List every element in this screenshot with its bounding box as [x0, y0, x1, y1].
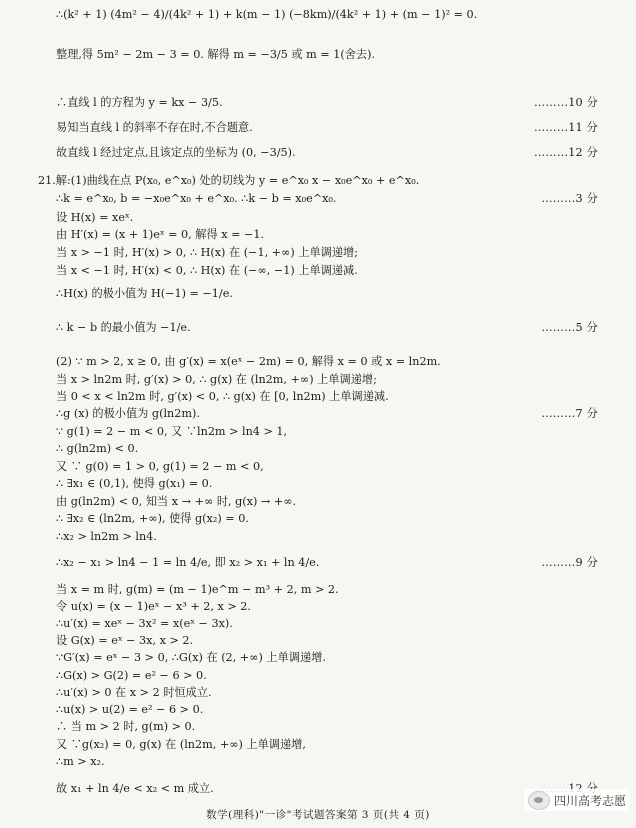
score-mark: ………3 分: [541, 192, 598, 205]
line-text: ∴ g(ln2m) < 0.: [56, 442, 139, 455]
line-text: 故直线 l 经过定点,且该定点的坐标为 (0, −3/5).: [56, 146, 296, 159]
line-text: 易知当直线 l 的斜率不存在时,不合题意.: [56, 121, 253, 134]
line-text: 由 g(ln2m) < 0, 知当 x → +∞ 时, g(x) → +∞.: [56, 495, 297, 508]
line-text: ∴x₂ − x₁ > ln4 − 1 = ln 4/e, 即 x₂ > x₁ + ln 4/e.: [56, 556, 320, 569]
line-text: ∴g (x) 的极小值为 g(ln2m).: [56, 407, 200, 420]
line-text: ∴G(x) > G(2) = e² − 6 > 0.: [56, 669, 207, 682]
line-text: 设 H(x) = xeˣ.: [56, 211, 134, 224]
score-mark: ………12 分: [534, 146, 598, 159]
page-footer: 数学(理科)"一诊"考试题答案第 3 页(共 4 页): [206, 809, 430, 821]
line-text: 又 ∵g(x₂) = 0, g(x) 在 (ln2m, +∞) 上单调递增,: [56, 738, 306, 751]
line-text: ∴H(x) 的极小值为 H(−1) = −1/e.: [56, 287, 233, 300]
line-text: ∴m > x₂.: [56, 755, 105, 768]
line-text: 令 u(x) = (x − 1)eˣ − x³ + 2, x > 2.: [56, 600, 251, 613]
line-text: 当 x > ln2m 时, g′(x) > 0, ∴ g(x) 在 (ln2m, +∞) 上单调递增;: [56, 373, 377, 386]
line-text: (2) ∵ m > 2, x ≥ 0, 由 g′(x) = x(eˣ − 2m) = 0, 解得 x = 0 或 x = ln2m.: [56, 355, 441, 368]
line-text: 21.解:(1)曲线在点 P(x₀, e^x₀) 处的切线为 y = e^x₀ x − x₀e^x₀ + e^x₀.: [38, 174, 420, 187]
line-text: ∴u(x) > u(2) = e² − 6 > 0.: [56, 703, 204, 716]
score-mark: ………10 分: [534, 96, 598, 109]
score-mark: ………9 分: [541, 556, 598, 569]
watermark: [524, 789, 630, 811]
wechat-icon: [528, 791, 550, 810]
line-text: 当 x > −1 时, H′(x) > 0, ∴ H(x) 在 (−1, +∞) 上单调递增;: [56, 246, 358, 259]
score-mark: ………5 分: [541, 321, 598, 334]
line-text: 当 x = m 时, g(m) = (m − 1)e^m − m³ + 2, m > 2.: [56, 583, 339, 596]
line-text: 设 G(x) = eˣ − 3x, x > 2.: [56, 634, 194, 647]
line-text: ∴x₂ > ln2m > ln4.: [56, 530, 157, 543]
line-text: 由 H′(x) = (x + 1)eˣ = 0, 解得 x = −1.: [56, 228, 265, 241]
line-text: ∴ ∃x₂ ∈ (ln2m, +∞), 使得 g(x₂) = 0.: [56, 512, 249, 525]
score-mark: ………11 分: [534, 121, 598, 134]
line-text: ∴ 当 m > 2 时, g(m) > 0.: [56, 720, 196, 733]
line-text: ∴k = e^x₀, b = −x₀e^x₀ + e^x₀. ∴k − b = x₀e^x₀.: [56, 192, 337, 205]
line-text: ∵ g(1) = 2 − m < 0, 又 ∵ln2m > ln4 > 1,: [56, 425, 288, 438]
line-text: 整理,得 5m² − 2m − 3 = 0. 解得 m = −3/5 或 m = 1(舍去).: [56, 48, 375, 61]
line-text: ∵G′(x) = eˣ − 3 > 0, ∴G(x) 在 (2, +∞) 上单调递增.: [56, 651, 326, 664]
line-text: 当 x < −1 时, H′(x) < 0, ∴ H(x) 在 (−∞, −1) 上单调递减.: [56, 264, 358, 277]
line-text: ∴u′(x) > 0 在 x > 2 时恒成立.: [56, 686, 212, 699]
line-text: 故 x₁ + ln 4/e < x₂ < m 成立.: [56, 782, 214, 795]
line-text: ∴ k − b 的最小值为 −1/e.: [56, 321, 191, 334]
line-text: 又 ∵ g(0) = 1 > 0, g(1) = 2 − m < 0,: [56, 460, 264, 473]
score-mark: ………7 分: [541, 407, 598, 420]
line-text: 当 0 < x < ln2m 时, g′(x) < 0, ∴ g(x) 在 [0, ln2m) 上单调递减.: [56, 390, 389, 403]
line-text: ∴ ∃x₁ ∈ (0,1), 使得 g(x₁) = 0.: [56, 477, 213, 490]
line-text: ∴u′(x) = xeˣ − 3x² = x(eˣ − 3x).: [56, 617, 233, 630]
line-text: ∴(k² + 1) (4m² − 4)/(4k² + 1) + k(m − 1) (−8km)/(4k² + 1) + (m − 1)² = 0.: [56, 8, 478, 21]
watermark-text: 四川高考志愿: [553, 793, 626, 808]
line-text: ∴直线 l 的方程为 y = kx − 3/5.: [56, 96, 223, 109]
